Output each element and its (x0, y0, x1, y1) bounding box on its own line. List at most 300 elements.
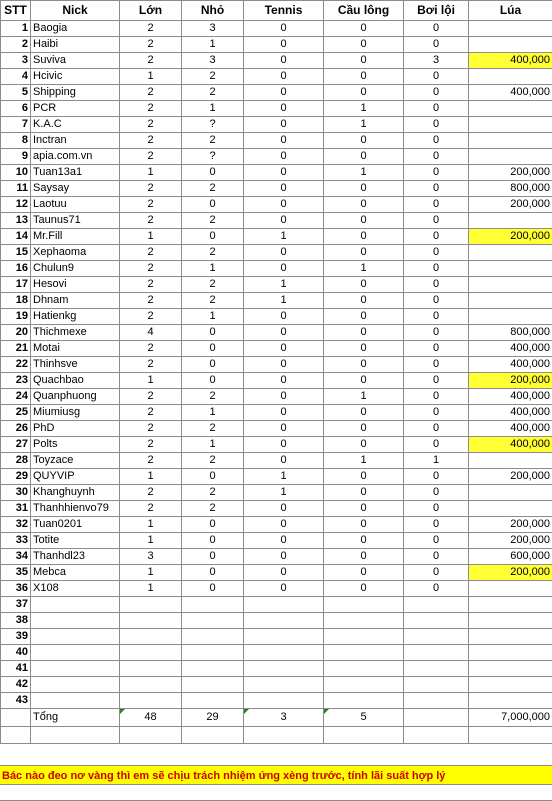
cell-lua[interactable] (469, 597, 552, 613)
cell-lon[interactable]: 2 (120, 213, 182, 229)
cell-lua[interactable]: 200,000 (469, 517, 552, 533)
cell-lua[interactable]: 800,000 (469, 181, 552, 197)
cell-nho[interactable]: 1 (182, 437, 244, 453)
cell-tennis[interactable]: 1 (244, 293, 324, 309)
cell-stt[interactable]: 24 (1, 389, 31, 405)
cell-boi-loi[interactable] (404, 645, 469, 661)
cell-nho[interactable]: 1 (182, 405, 244, 421)
cell-lon[interactable]: 1 (120, 69, 182, 85)
cell-tennis[interactable]: 0 (244, 181, 324, 197)
cell-tennis[interactable]: 1 (244, 277, 324, 293)
cell-nick[interactable]: Taunus71 (31, 213, 120, 229)
cell-boi-loi[interactable]: 0 (404, 309, 469, 325)
cell-cau-long[interactable]: 1 (324, 261, 404, 277)
cell-lon[interactable]: 2 (120, 37, 182, 53)
cell-stt[interactable]: 39 (1, 629, 31, 645)
cell-nick[interactable]: Hatienkg (31, 309, 120, 325)
cell-stt[interactable]: 30 (1, 485, 31, 501)
cell-tennis[interactable]: 0 (244, 197, 324, 213)
cell-boi-loi[interactable]: 0 (404, 533, 469, 549)
cell-nick[interactable] (31, 661, 120, 677)
empty-cell[interactable] (120, 727, 182, 744)
cell-tennis[interactable] (244, 613, 324, 629)
cell-cau-long[interactable]: 0 (324, 581, 404, 597)
total-boi-loi[interactable] (404, 709, 469, 727)
cell-lua[interactable] (469, 245, 552, 261)
cell-nick[interactable]: PhD (31, 421, 120, 437)
cell-cau-long[interactable]: 0 (324, 53, 404, 69)
cell-boi-loi[interactable]: 0 (404, 101, 469, 117)
cell-stt[interactable]: 27 (1, 437, 31, 453)
cell-cau-long[interactable]: 1 (324, 453, 404, 469)
cell-stt[interactable]: 15 (1, 245, 31, 261)
cell-lon[interactable]: 2 (120, 501, 182, 517)
cell-lon[interactable]: 2 (120, 197, 182, 213)
cell-boi-loi[interactable]: 0 (404, 21, 469, 37)
cell-nick[interactable]: Suviva (31, 53, 120, 69)
cell-lon[interactable] (120, 677, 182, 693)
cell-lua[interactable] (469, 693, 552, 709)
cell-tennis[interactable]: 0 (244, 37, 324, 53)
cell-nho[interactable]: 1 (182, 309, 244, 325)
cell-cau-long[interactable] (324, 661, 404, 677)
cell-lua[interactable]: 200,000 (469, 565, 552, 581)
cell-stt[interactable]: 12 (1, 197, 31, 213)
cell-nick[interactable]: Tuan13a1 (31, 165, 120, 181)
cell-cau-long[interactable]: 1 (324, 389, 404, 405)
cell-boi-loi[interactable] (404, 661, 469, 677)
cell-nho[interactable] (182, 645, 244, 661)
header-cau-long[interactable]: Cầu lông (324, 1, 404, 21)
cell-stt[interactable]: 6 (1, 101, 31, 117)
cell-nick[interactable]: X108 (31, 581, 120, 597)
cell-nick[interactable]: Miumiusg (31, 405, 120, 421)
cell-stt[interactable]: 9 (1, 149, 31, 165)
cell-nick[interactable]: Quanphuong (31, 389, 120, 405)
cell-boi-loi[interactable]: 0 (404, 405, 469, 421)
cell-lon[interactable] (120, 693, 182, 709)
cell-lon[interactable] (120, 661, 182, 677)
cell-nho[interactable]: 0 (182, 165, 244, 181)
cell-boi-loi[interactable]: 1 (404, 453, 469, 469)
cell-boi-loi[interactable]: 0 (404, 389, 469, 405)
total-tennis[interactable]: 3 (244, 709, 324, 727)
cell-nho[interactable]: 2 (182, 69, 244, 85)
cell-nick[interactable]: Khanghuynh (31, 485, 120, 501)
cell-tennis[interactable]: 0 (244, 117, 324, 133)
cell-nho[interactable]: 3 (182, 21, 244, 37)
total-label[interactable]: Tổng (31, 709, 120, 727)
cell-lua[interactable] (469, 501, 552, 517)
cell-cau-long[interactable]: 0 (324, 405, 404, 421)
cell-nick[interactable]: Chulun9 (31, 261, 120, 277)
cell-tennis[interactable]: 0 (244, 261, 324, 277)
cell-lon[interactable]: 2 (120, 421, 182, 437)
cell-cau-long[interactable] (324, 645, 404, 661)
cell-lon[interactable]: 2 (120, 53, 182, 69)
cell-nick[interactable]: Inctran (31, 133, 120, 149)
total-stt-cell[interactable] (1, 709, 31, 727)
cell-cau-long[interactable]: 0 (324, 501, 404, 517)
cell-lua[interactable]: 800,000 (469, 325, 552, 341)
cell-nick[interactable] (31, 677, 120, 693)
cell-nho[interactable]: 1 (182, 37, 244, 53)
cell-cau-long[interactable]: 0 (324, 421, 404, 437)
cell-lon[interactable]: 1 (120, 229, 182, 245)
cell-cau-long[interactable]: 0 (324, 309, 404, 325)
cell-nick[interactable]: Thichmexe (31, 325, 120, 341)
cell-boi-loi[interactable]: 0 (404, 37, 469, 53)
cell-nho[interactable] (182, 613, 244, 629)
cell-boi-loi[interactable]: 0 (404, 69, 469, 85)
cell-cau-long[interactable]: 0 (324, 469, 404, 485)
cell-boi-loi[interactable]: 0 (404, 229, 469, 245)
cell-nick[interactable]: Thanhdl23 (31, 549, 120, 565)
cell-cau-long[interactable]: 0 (324, 277, 404, 293)
cell-nick[interactable]: Polts (31, 437, 120, 453)
cell-cau-long[interactable]: 0 (324, 485, 404, 501)
cell-nick[interactable]: Motai (31, 341, 120, 357)
cell-cau-long[interactable]: 0 (324, 341, 404, 357)
cell-lua[interactable] (469, 485, 552, 501)
cell-boi-loi[interactable] (404, 597, 469, 613)
cell-tennis[interactable]: 0 (244, 581, 324, 597)
cell-nho[interactable]: 0 (182, 357, 244, 373)
cell-boi-loi[interactable]: 0 (404, 437, 469, 453)
cell-nho[interactable]: 2 (182, 85, 244, 101)
cell-cau-long[interactable]: 0 (324, 293, 404, 309)
cell-lua[interactable] (469, 661, 552, 677)
cell-tennis[interactable]: 1 (244, 229, 324, 245)
cell-tennis[interactable] (244, 597, 324, 613)
cell-boi-loi[interactable] (404, 677, 469, 693)
cell-tennis[interactable]: 0 (244, 389, 324, 405)
cell-lua[interactable] (469, 629, 552, 645)
cell-lon[interactable]: 2 (120, 453, 182, 469)
cell-nick[interactable]: Shipping (31, 85, 120, 101)
cell-lon[interactable]: 1 (120, 373, 182, 389)
cell-nho[interactable]: 0 (182, 229, 244, 245)
cell-tennis[interactable]: 0 (244, 245, 324, 261)
cell-nick[interactable]: Thanhhienvo79 (31, 501, 120, 517)
cell-nick[interactable]: Dhnam (31, 293, 120, 309)
cell-lon[interactable] (120, 613, 182, 629)
cell-stt[interactable]: 11 (1, 181, 31, 197)
cell-cau-long[interactable]: 0 (324, 549, 404, 565)
cell-boi-loi[interactable]: 0 (404, 277, 469, 293)
cell-nick[interactable]: K.A.C (31, 117, 120, 133)
cell-lon[interactable]: 2 (120, 357, 182, 373)
cell-stt[interactable]: 10 (1, 165, 31, 181)
cell-boi-loi[interactable]: 3 (404, 53, 469, 69)
cell-stt[interactable]: 18 (1, 293, 31, 309)
cell-cau-long[interactable]: 0 (324, 213, 404, 229)
cell-nho[interactable]: 2 (182, 245, 244, 261)
cell-stt[interactable]: 42 (1, 677, 31, 693)
cell-nho[interactable]: 2 (182, 293, 244, 309)
cell-stt[interactable]: 34 (1, 549, 31, 565)
cell-lua[interactable]: 400,000 (469, 405, 552, 421)
cell-nho[interactable]: ? (182, 149, 244, 165)
cell-lua[interactable] (469, 613, 552, 629)
cell-tennis[interactable]: 0 (244, 437, 324, 453)
cell-nick[interactable]: Quachbao (31, 373, 120, 389)
cell-lon[interactable] (120, 629, 182, 645)
cell-lua[interactable]: 200,000 (469, 533, 552, 549)
empty-cell[interactable] (324, 727, 404, 744)
header-nho[interactable]: Nhỏ (182, 1, 244, 21)
cell-boi-loi[interactable]: 0 (404, 181, 469, 197)
cell-nho[interactable]: 2 (182, 133, 244, 149)
header-boi-loi[interactable]: Bơi lội (404, 1, 469, 21)
cell-tennis[interactable] (244, 645, 324, 661)
cell-tennis[interactable]: 0 (244, 421, 324, 437)
cell-boi-loi[interactable] (404, 613, 469, 629)
cell-boi-loi[interactable]: 0 (404, 149, 469, 165)
cell-lua[interactable] (469, 277, 552, 293)
cell-cau-long[interactable]: 0 (324, 533, 404, 549)
cell-lon[interactable]: 4 (120, 325, 182, 341)
cell-nick[interactable] (31, 693, 120, 709)
cell-stt[interactable]: 33 (1, 533, 31, 549)
cell-tennis[interactable] (244, 629, 324, 645)
cell-nick[interactable]: Saysay (31, 181, 120, 197)
empty-cell[interactable] (404, 727, 469, 744)
cell-lua[interactable] (469, 69, 552, 85)
cell-cau-long[interactable]: 0 (324, 133, 404, 149)
cell-tennis[interactable]: 0 (244, 21, 324, 37)
cell-tennis[interactable]: 0 (244, 565, 324, 581)
cell-stt[interactable]: 1 (1, 21, 31, 37)
cell-nho[interactable]: 2 (182, 501, 244, 517)
cell-boi-loi[interactable]: 0 (404, 581, 469, 597)
cell-boi-loi[interactable]: 0 (404, 549, 469, 565)
cell-cau-long[interactable]: 0 (324, 373, 404, 389)
cell-boi-loi[interactable]: 0 (404, 293, 469, 309)
cell-nho[interactable]: 1 (182, 101, 244, 117)
cell-lon[interactable]: 2 (120, 149, 182, 165)
cell-cau-long[interactable] (324, 693, 404, 709)
cell-stt[interactable]: 14 (1, 229, 31, 245)
cell-stt[interactable]: 37 (1, 597, 31, 613)
cell-nho[interactable]: 0 (182, 197, 244, 213)
cell-tennis[interactable]: 0 (244, 549, 324, 565)
cell-boi-loi[interactable]: 0 (404, 469, 469, 485)
cell-cau-long[interactable]: 0 (324, 357, 404, 373)
cell-stt[interactable]: 31 (1, 501, 31, 517)
cell-lon[interactable]: 2 (120, 117, 182, 133)
cell-boi-loi[interactable]: 0 (404, 133, 469, 149)
cell-cau-long[interactable]: 0 (324, 517, 404, 533)
cell-tennis[interactable]: 0 (244, 213, 324, 229)
cell-nick[interactable]: Laotuu (31, 197, 120, 213)
cell-lon[interactable]: 1 (120, 533, 182, 549)
cell-tennis[interactable]: 0 (244, 501, 324, 517)
cell-boi-loi[interactable]: 0 (404, 213, 469, 229)
cell-boi-loi[interactable]: 0 (404, 341, 469, 357)
cell-cau-long[interactable]: 0 (324, 325, 404, 341)
cell-lon[interactable]: 2 (120, 133, 182, 149)
cell-stt[interactable]: 22 (1, 357, 31, 373)
cell-lua[interactable] (469, 309, 552, 325)
cell-stt[interactable]: 20 (1, 325, 31, 341)
cell-lon[interactable]: 2 (120, 437, 182, 453)
cell-stt[interactable]: 28 (1, 453, 31, 469)
cell-cau-long[interactable]: 0 (324, 37, 404, 53)
cell-lua[interactable]: 400,000 (469, 357, 552, 373)
cell-stt[interactable]: 29 (1, 469, 31, 485)
cell-nho[interactable]: 0 (182, 373, 244, 389)
cell-cau-long[interactable]: 0 (324, 229, 404, 245)
cell-cau-long[interactable]: 0 (324, 437, 404, 453)
cell-lon[interactable]: 1 (120, 565, 182, 581)
cell-cau-long[interactable]: 0 (324, 149, 404, 165)
cell-cau-long[interactable]: 0 (324, 197, 404, 213)
cell-nick[interactable] (31, 645, 120, 661)
cell-nick[interactable]: apia.com.vn (31, 149, 120, 165)
cell-boi-loi[interactable]: 0 (404, 421, 469, 437)
cell-tennis[interactable]: 0 (244, 309, 324, 325)
cell-tennis[interactable]: 0 (244, 101, 324, 117)
cell-stt[interactable]: 21 (1, 341, 31, 357)
empty-cell[interactable] (1, 727, 31, 744)
cell-lon[interactable]: 1 (120, 469, 182, 485)
cell-nick[interactable]: Baogia (31, 21, 120, 37)
cell-cau-long[interactable]: 0 (324, 181, 404, 197)
cell-nick[interactable]: Hesovi (31, 277, 120, 293)
cell-lon[interactable]: 2 (120, 277, 182, 293)
cell-stt[interactable]: 17 (1, 277, 31, 293)
total-cau-long[interactable]: 5 (324, 709, 404, 727)
cell-nick[interactable] (31, 613, 120, 629)
cell-nho[interactable]: 2 (182, 181, 244, 197)
cell-boi-loi[interactable] (404, 629, 469, 645)
empty-cell[interactable] (182, 727, 244, 744)
cell-stt[interactable]: 8 (1, 133, 31, 149)
cell-lua[interactable]: 400,000 (469, 85, 552, 101)
cell-stt[interactable]: 35 (1, 565, 31, 581)
cell-lua[interactable]: 200,000 (469, 373, 552, 389)
cell-boi-loi[interactable]: 0 (404, 261, 469, 277)
cell-stt[interactable]: 19 (1, 309, 31, 325)
cell-stt[interactable]: 26 (1, 421, 31, 437)
cell-stt[interactable]: 36 (1, 581, 31, 597)
cell-cau-long[interactable]: 0 (324, 21, 404, 37)
cell-boi-loi[interactable]: 0 (404, 325, 469, 341)
cell-boi-loi[interactable]: 0 (404, 85, 469, 101)
cell-lua[interactable] (469, 101, 552, 117)
cell-tennis[interactable]: 0 (244, 69, 324, 85)
header-nick[interactable]: Nick (31, 1, 120, 21)
cell-nho[interactable]: 2 (182, 277, 244, 293)
cell-cau-long[interactable]: 0 (324, 69, 404, 85)
cell-boi-loi[interactable]: 0 (404, 373, 469, 389)
cell-nick[interactable]: Haibi (31, 37, 120, 53)
cell-cau-long[interactable]: 0 (324, 565, 404, 581)
cell-lua[interactable]: 200,000 (469, 469, 552, 485)
cell-stt[interactable]: 3 (1, 53, 31, 69)
cell-lua[interactable] (469, 117, 552, 133)
cell-cau-long[interactable] (324, 629, 404, 645)
cell-lua[interactable] (469, 677, 552, 693)
cell-tennis[interactable]: 0 (244, 357, 324, 373)
cell-lua[interactable] (469, 293, 552, 309)
cell-nho[interactable]: 2 (182, 485, 244, 501)
total-nho[interactable]: 29 (182, 709, 244, 727)
cell-boi-loi[interactable]: 0 (404, 165, 469, 181)
cell-nho[interactable]: 0 (182, 341, 244, 357)
cell-stt[interactable]: 40 (1, 645, 31, 661)
empty-cell[interactable] (469, 727, 552, 744)
footer-note[interactable]: Bác nào đeo nơ vàng thì em sẽ chịu trách nhiệm ứng xèng trước, tính lãi suất hợp lý (0, 765, 552, 785)
cell-nho[interactable]: ? (182, 117, 244, 133)
cell-nick[interactable] (31, 597, 120, 613)
cell-cau-long[interactable]: 1 (324, 117, 404, 133)
cell-stt[interactable]: 5 (1, 85, 31, 101)
header-lon[interactable]: Lớn (120, 1, 182, 21)
cell-nick[interactable]: Mebca (31, 565, 120, 581)
cell-tennis[interactable]: 0 (244, 53, 324, 69)
cell-stt[interactable]: 38 (1, 613, 31, 629)
cell-lua[interactable] (469, 37, 552, 53)
cell-nick[interactable]: QUYVIP (31, 469, 120, 485)
cell-cau-long[interactable] (324, 597, 404, 613)
cell-lua[interactable] (469, 645, 552, 661)
cell-tennis[interactable]: 0 (244, 533, 324, 549)
cell-lua[interactable]: 200,000 (469, 197, 552, 213)
cell-cau-long[interactable]: 1 (324, 165, 404, 181)
cell-cau-long[interactable]: 0 (324, 245, 404, 261)
cell-nho[interactable] (182, 629, 244, 645)
cell-lon[interactable]: 2 (120, 85, 182, 101)
cell-tennis[interactable] (244, 693, 324, 709)
cell-stt[interactable]: 13 (1, 213, 31, 229)
cell-lon[interactable]: 3 (120, 549, 182, 565)
cell-stt[interactable]: 4 (1, 69, 31, 85)
cell-lua[interactable]: 600,000 (469, 549, 552, 565)
cell-cau-long[interactable] (324, 613, 404, 629)
cell-tennis[interactable]: 0 (244, 165, 324, 181)
cell-tennis[interactable]: 0 (244, 325, 324, 341)
cell-lon[interactable]: 2 (120, 341, 182, 357)
cell-boi-loi[interactable]: 0 (404, 501, 469, 517)
cell-nick[interactable]: Tuan0201 (31, 517, 120, 533)
cell-stt[interactable]: 25 (1, 405, 31, 421)
cell-boi-loi[interactable]: 0 (404, 517, 469, 533)
cell-lua[interactable]: 400,000 (469, 437, 552, 453)
cell-nho[interactable] (182, 677, 244, 693)
cell-nho[interactable]: 2 (182, 389, 244, 405)
cell-tennis[interactable]: 0 (244, 85, 324, 101)
cell-nho[interactable]: 3 (182, 53, 244, 69)
cell-lua[interactable] (469, 581, 552, 597)
cell-tennis[interactable] (244, 661, 324, 677)
cell-lon[interactable]: 2 (120, 309, 182, 325)
cell-lon[interactable]: 2 (120, 405, 182, 421)
cell-lon[interactable]: 2 (120, 261, 182, 277)
cell-lon[interactable]: 2 (120, 101, 182, 117)
cell-nick[interactable] (31, 629, 120, 645)
empty-cell[interactable] (244, 727, 324, 744)
cell-stt[interactable]: 32 (1, 517, 31, 533)
cell-nho[interactable]: 2 (182, 213, 244, 229)
header-stt[interactable]: STT (1, 1, 31, 21)
cell-stt[interactable]: 2 (1, 37, 31, 53)
cell-tennis[interactable]: 1 (244, 469, 324, 485)
cell-nick[interactable]: Totite (31, 533, 120, 549)
header-lua[interactable]: Lúa (469, 1, 552, 21)
cell-lon[interactable]: 2 (120, 485, 182, 501)
